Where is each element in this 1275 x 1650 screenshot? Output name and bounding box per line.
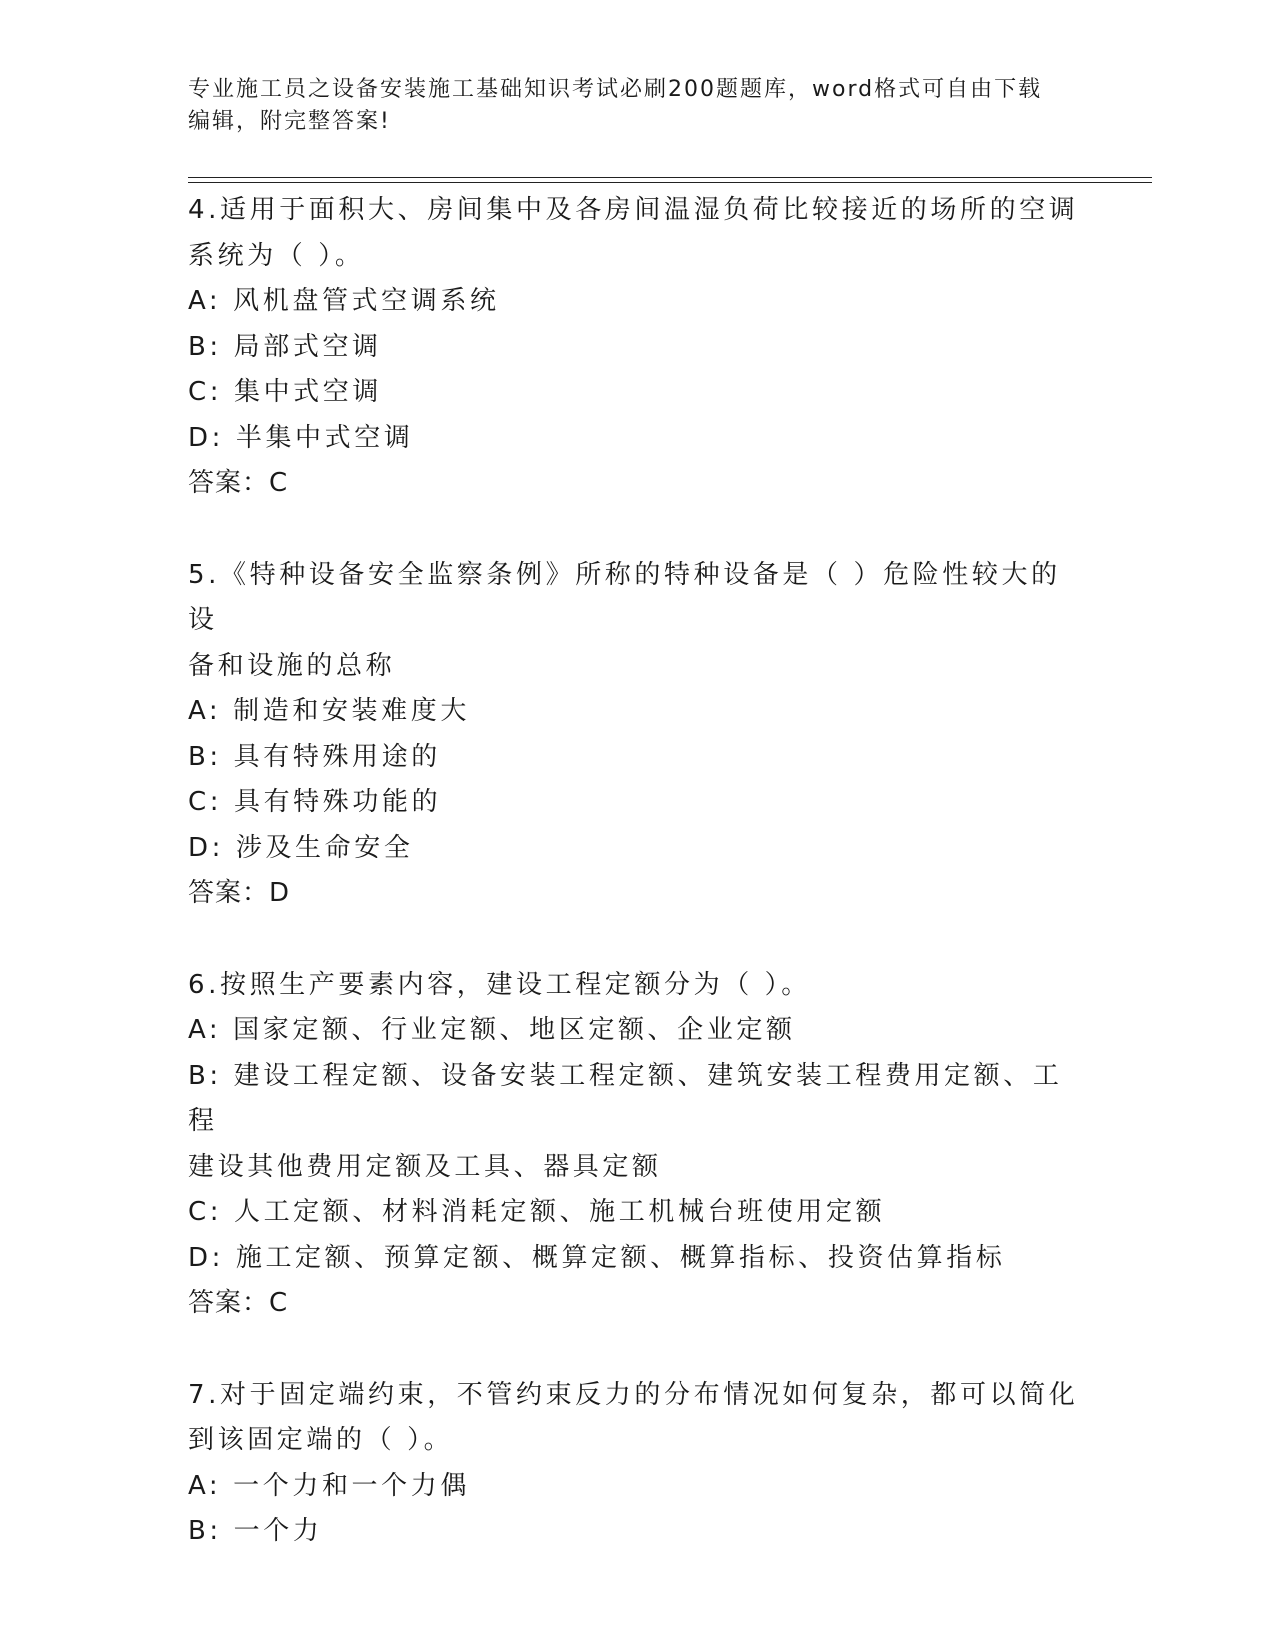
question-stem: 7.对于固定端约束，不管约束反力的分布情况如何复杂，都可以简化 xyxy=(188,1379,1079,1410)
spacer xyxy=(188,507,1088,553)
header-divider-bottom xyxy=(188,182,1152,183)
option-a: A: 国家定额、行业定额、地区定额、企业定额 xyxy=(188,1015,796,1045)
option-c: C: 具有特殊功能的 xyxy=(188,787,442,817)
question-stem: 系统为（ ）。 xyxy=(188,240,365,271)
answer: 答案：D xyxy=(188,878,291,908)
option-d: D: 半集中式空调 xyxy=(188,422,414,453)
option-b: B: 具有特殊用途的 xyxy=(188,741,441,772)
option-d: D: 涉及生命安全 xyxy=(188,832,414,863)
document-header xyxy=(188,74,1068,138)
spacer xyxy=(188,1327,1088,1373)
option-c: C: 人工定额、材料消耗定额、施工机械台班使用定额 xyxy=(188,1197,886,1227)
option-b: B: 建设工程定额、设备安装工程定额、建筑安装工程费用定额、工程 xyxy=(188,1060,1063,1136)
question-stem: 4.适用于面积大、房间集中及各房间温湿负荷比较接近的场所的空调 xyxy=(188,195,1079,225)
header-line-2: 编辑，附完整答案! xyxy=(188,109,391,134)
spacer xyxy=(188,917,1088,963)
question-stem: 6.按照生产要素内容，建设工程定额分为（ ）。 xyxy=(188,969,811,1000)
question-4 xyxy=(188,188,1088,507)
question-7 xyxy=(188,1373,1088,1555)
question-list xyxy=(188,188,1088,1555)
header-line-1: 专业施工员之设备安装施工基础知识考试必刷200题题库，word格式可自由下载 xyxy=(188,77,1043,102)
question-stem: 到该固定端的（ ）。 xyxy=(188,1425,454,1455)
option-b: B: 一个力 xyxy=(188,1516,323,1546)
answer: 答案：C xyxy=(188,1288,289,1318)
option-d: D: 施工定额、预算定额、概算定额、概算指标、投资估算指标 xyxy=(188,1242,1006,1273)
option-a: A: 制造和安装难度大 xyxy=(188,696,470,726)
option-c: C: 集中式空调 xyxy=(188,377,382,407)
header-divider-top xyxy=(188,177,1152,178)
question-stem: 备和设施的总称 xyxy=(188,650,396,681)
option-a: A: 风机盘管式空调系统 xyxy=(188,286,500,316)
answer: 答案：C xyxy=(188,468,289,498)
option-b-continued: 建设其他费用定额及工具、器具定额 xyxy=(188,1151,662,1182)
option-b: B: 局部式空调 xyxy=(188,331,382,362)
question-6 xyxy=(188,963,1088,1327)
question-stem: 5.《特种设备安全监察条例》所称的特种设备是（ ）危险性较大的设 xyxy=(188,559,1061,635)
option-a: A: 一个力和一个力偶 xyxy=(188,1470,470,1501)
question-5 xyxy=(188,553,1088,917)
